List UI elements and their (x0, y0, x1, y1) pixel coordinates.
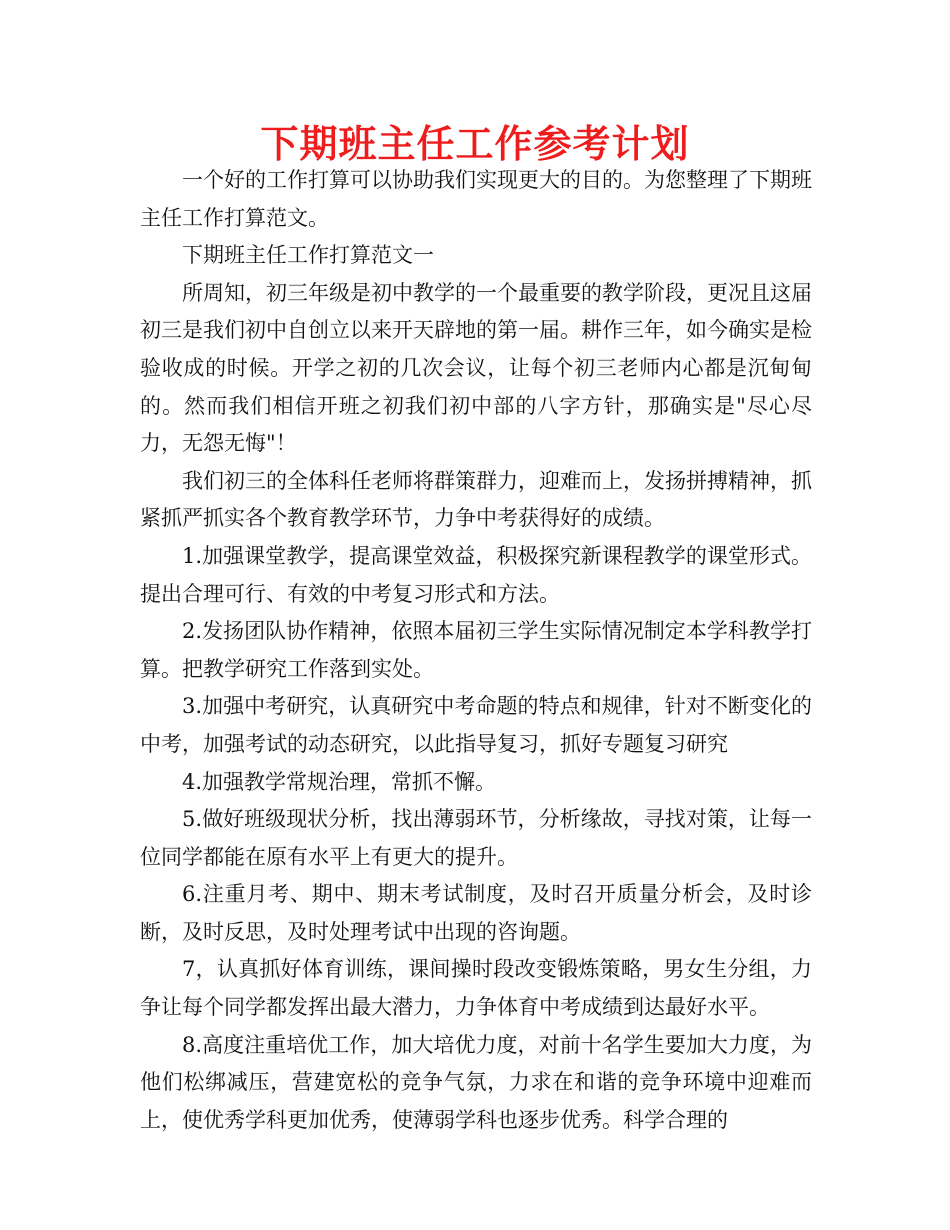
list-item-1: 1.加强课堂教学，提高课堂效益，积极探究新课程教学的课堂形式。提出合理可行、有效的中考复习形式和方法。 (140, 543, 812, 606)
list-item-3: 3.加强中考研究，认真研究中考命题的特点和规律，针对不断变化的中考，加强考试的动态研究，以此指导复习，抓好专题复习研究 (140, 694, 812, 756)
list-item-6: 6.注重月考、期中、期末考试制度，及时召开质量分析会，及时诊断，及时反思，及时处理考试中出现的咨询题。 (140, 882, 812, 944)
list-item-8: 8.高度注重培优工作，加大培优力度，对前十名学生要加大力度，为他们松绑减压，营建宽松的竞争气氛，力求在和谐的竞争环境中迎难而上，使优秀学科更加优秀，使薄弱学科也逐步优秀。科学合理的 (140, 1032, 812, 1132)
paragraph: 所周知，初三年级是初中教学的一个最重要的教学阶段，更况且这届初三是我们初中自创立以来开天辟地的第一届。耕作三年，如今确实是检验收成的时候。开学之初的几次会议，让每个初三老师内心都是沉甸甸的。然而我们相信开班之初我们初中部的八字方针，那确实是"尽心尽力，无怨无悔"！ (140, 280, 812, 456)
document-title: 下期班主任工作参考计划 (260, 122, 690, 166)
paragraph-section-heading: 下期班主任工作打算范文一 (182, 243, 434, 268)
paragraph: 我们初三的全体科任老师将群策群力，迎难而上，发扬拼搏精神，抓紧抓严抓实各个教育教学环节，力争中考获得好的成绩。 (140, 468, 812, 531)
list-item-5: 5.做好班级现状分析，找出薄弱环节，分析缘故，寻找对策，让每一位同学都能在原有水平上有更大的提升。 (140, 807, 812, 869)
list-item-7: 7，认真抓好体育训练，课间操时段改变锻炼策略，男女生分组，力争让每个同学都发挥出最大潜力，力争体育中考成绩到达最好水平。 (140, 957, 812, 1020)
paragraph-intro: 一个好的工作打算可以协助我们实现更大的目的。为您整理了下期班主任工作打算范文。 (140, 168, 812, 230)
document-body (140, 162, 812, 1139)
list-item-2: 2.发扬团队协作精神，依照本届初三学生实际情况制定本学科教学打算。把教学研究工作落到实处。 (140, 619, 812, 681)
list-item-4: 4.加强教学常规治理，常抓不懈。 (182, 769, 497, 794)
